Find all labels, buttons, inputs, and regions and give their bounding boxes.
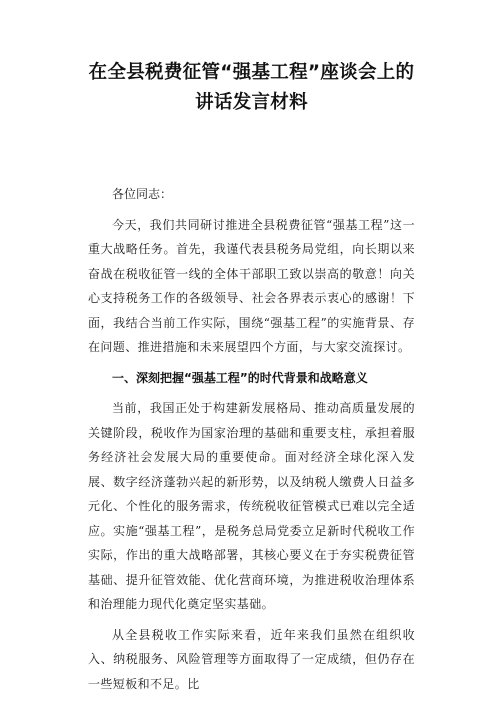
- paragraph-intro: 今天，我们共同研讨推进全县税费征管“强基工程”这一重大战略任务。首先，我谨代表县税务局党组，向长期以来奋战在税收征管一线的全体干部职工致以崇高的敬意！向关心支持税务工作的各级领导、社会各界表示衷心的感谢！下面，我结合当前工作实际，围绕“强基工程”的实施背景、存在问题、推进措施和未来展望四个方面，与大家交流探讨。: [88, 217, 415, 354]
- document-title: 在全县税费征管“强基工程”座谈会上的讲话发言材料: [88, 62, 415, 113]
- paragraph-background: 当前，我国正处于构建新发展格局、推动高质量发展的关键阶段，税收作为国家治理的基础和重要支柱，承担着服务经济社会发展大局的重要使命。面对经济全球化深入发展、数字经济蓬勃兴起的新形势，以及纳税人缴费人日益多元化、个性化的服务需求，传统税收征管模式已难以完全适应。实施“强基工程”，是税务总局党委立足新时代税收工作实际，作出的重大战略部署，其核心要义在于夯实税费征管基础、提升征管效能、优化营商环境，为推进税收治理体系和治理能力现代化奠定坚实基础。: [88, 401, 415, 611]
- paragraph-current-situation: 从全县税收工作实际来看，近年来我们虽然在组织收入、纳税服务、风险管理等方面取得了一定成绩，但仍存在一些短板和不足。比: [88, 627, 415, 691]
- greeting: 各位同志：: [112, 187, 173, 201]
- section-heading-1: 一、深刻把握“强基工程”的时代背景和战略意义: [112, 370, 368, 385]
